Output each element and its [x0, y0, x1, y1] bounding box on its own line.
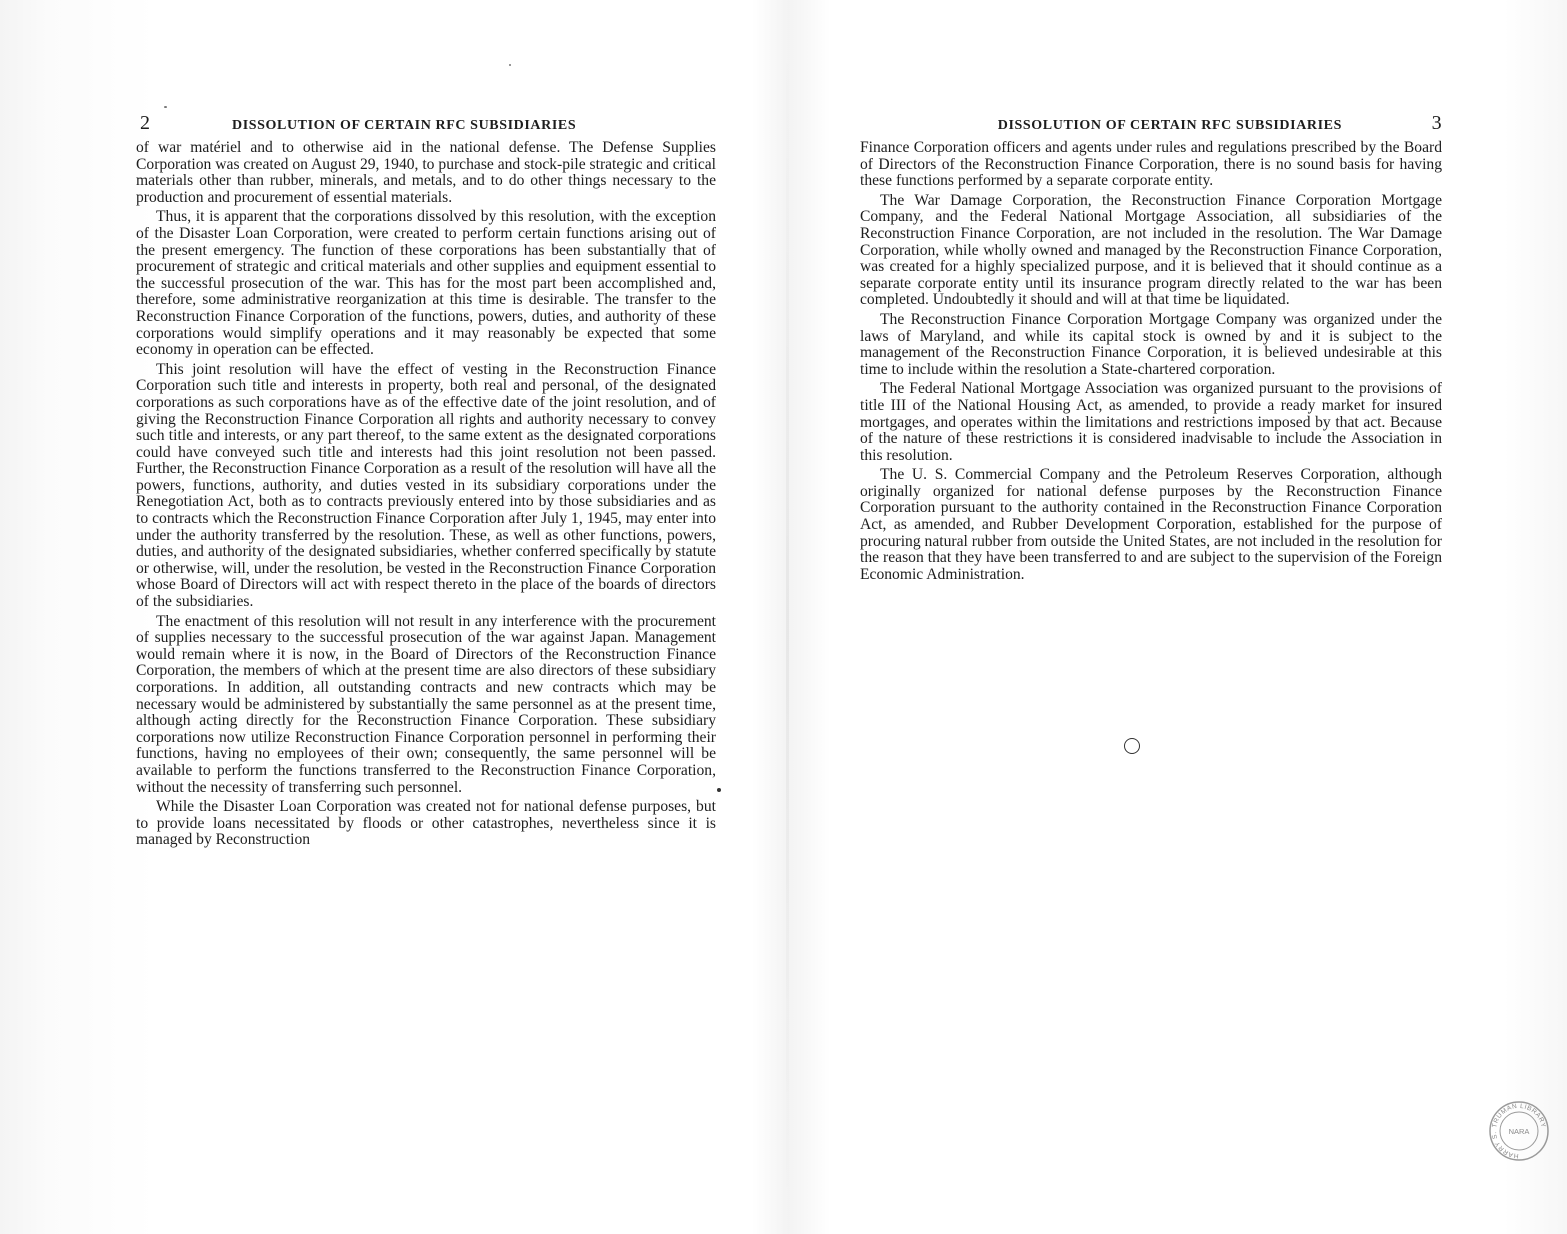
left-paragraph-4: The enactment of this resolution will not result in any interference with the procurement of supplies necessary to the successful prosecution of the war against Japan. Management would remain where it is now, in the Board of Directors of the Reconstruction Finance Corporation, the members of which at the present time are also directors of these subsidiary corporations. In addition, all outstanding contracts and new contracts which may be necessary would be administered by substantially the same personnel as at the present time, although acting directly for the Reconstruction Finance Corporation. These subsidiary corporations now utilize Reconstruction Finance Corporation personnel in performing their functions, having no employees of their own; consequently, the same personnel will be available to perform the functions transferred to the Reconstruction Finance Corporation, without the necessity of transferring such personnel. — [136, 612, 716, 796]
left-paragraph-3: This joint resolution will have the effect of vesting in the Reconstruction Finance Corporation such title and interests in property, both real and personal, of the designated corporations as such corporations have as of the effective date of the joint resolution, and of giving the Reconstruction Finance Corporation all rights and authority necessary to convey such title and interests, or any part thereof, to the same extent as the designated corporations could have conveyed such title and interests had this joint resolution not been passed. Further, the Reconstruction Finance Corporation as a result of the resolution will have all the powers, functions, authority, and duties vested in its subsidiary corporations under the Renegotiation Act, both as to contracts previously entered into by those subsidiaries and as to contracts which the Reconstruction Finance Corporation after July 1, 1945, may enter into under the authority transferred by the resolution. These, as well as other functions, powers, duties, and authority of the designated subsidiaries, whether conferred specifically by statute or otherwise, will, under the resolution, be vested in the Reconstruction Finance Corporation whose Board of Directors will act with respect thereto in the place of the boards of directors of the subsidiaries. — [136, 360, 716, 611]
right-paragraph-5: The U. S. Commercial Company and the Petroleum Reserves Corporation, although originally organized for national defense purposes by the Reconstruction Finance Corporation pursuant to the authority contained in the Reconstruction Finance Corporation Act, as amended, and Rubber Development Corporation, established for the purpose of procuring natural rubber from outside the United States, are not included in the resolution for the reason that they have been transferred to and are subject to the supervision of the Foreign Economic Administration. — [860, 466, 1442, 583]
left-paragraph-5: While the Disaster Loan Corporation was created not for national defense purposes, but to provide loans necessitated by floods or other catastrophes, nevertheless since it is managed by Reconstruction — [136, 798, 716, 849]
stamp-top-text: TRUMAN LIBRARY — [1491, 1102, 1547, 1129]
right-paragraph-3: The Reconstruction Finance Corporation Mortgage Company was organized under the laws of Maryland, and while its capital stock is owned by and it is subject to the management of the Reconstruction Finance Corporation, it is believed undesirable at this time to include within the resolution a State-chartered corporation. — [860, 310, 1442, 378]
stamp-center-text: NARA — [1508, 1127, 1530, 1136]
right-running-title: DISSOLUTION OF CERTAIN RFC SUBSIDIARIES — [997, 118, 1342, 133]
archive-stamp-seal-icon — [1488, 1100, 1550, 1162]
right-body-text — [860, 140, 1442, 583]
stamp-left-text: HARRY S. — [1490, 1131, 1520, 1160]
left-paragraph-2: Thus, it is apparent that the corporations dissolved by this resolution, with the exception of the Disaster Loan Corporation, were created to perform certain functions arising out of the present emergency. The function of these corporations has been substantially that of procurement of strategic and critical materials and other supplies and equipment essential to the successful prosecution of the war. This has for the most part been accomplished and, therefore, some administrative reorganization at this time is desirable. The transfer to the Reconstruction Finance Corporation of the functions, powers, duties, and authority of these corporations would simplify operations and it may reasonably be expected that some economy in operation can be effected. — [136, 208, 716, 359]
book-gutter — [786, 40, 789, 1210]
right-page — [860, 112, 1442, 586]
svg-text:TRUMAN LIBRARY — [1491, 1103, 1547, 1129]
right-running-head — [860, 112, 1442, 140]
right-paragraph-1: Finance Corporation officers and agents under rules and regulations prescribed by the Board of Directors of the Reconstruction Finance Corporation, there is no sound basis for having these functions performed by a separate corporate entity. — [860, 139, 1442, 190]
archive-stamp — [1488, 1100, 1550, 1167]
scan-speck — [717, 788, 721, 792]
left-paragraph-1: of war matériel and to otherwise aid in the national defense. The Defense Supplies Corporation was created on August 29, 1940, to purchase and stock-pile strategic and critical materials other than rubber, minerals, and metals, and to do other things necessary to the production and procurement of essential materials. — [136, 139, 716, 206]
end-ornament-circle — [1124, 738, 1140, 754]
left-page-number: 2 — [140, 112, 151, 134]
left-page — [136, 112, 716, 852]
left-body-text — [136, 140, 716, 849]
scan-speck — [509, 64, 511, 66]
left-running-head — [136, 112, 716, 140]
right-page-number: 3 — [1431, 112, 1442, 134]
right-paragraph-2: The War Damage Corporation, the Reconstruction Finance Corporation Mortgage Company, and the Federal National Mortgage Association, all subsidiaries of the Reconstruction Finance Corporation, are not included in the resolution. The War Damage Corporation, while wholly owned and managed by the Reconstruction Finance Corporation, was created for a highly specialized purpose, and it is believed that it should continue as a separate corporate entity until its insurance program directly related to the war has been completed. Undoubtedly it should and will at that time be liquidated. — [860, 191, 1442, 309]
right-paragraph-4: The Federal National Mortgage Association was organized pursuant to the provisions of title III of the National Housing Act, as amended, to provide a ready market for insured mortgages, and operates within the limitations and restrictions imposed by that act. Because of the nature of these restrictions it is considered inadvisable to include the Association in this resolution. — [860, 380, 1442, 464]
scan-speck — [164, 106, 167, 108]
left-running-title: DISSOLUTION OF CERTAIN RFC SUBSIDIARIES — [232, 118, 577, 133]
